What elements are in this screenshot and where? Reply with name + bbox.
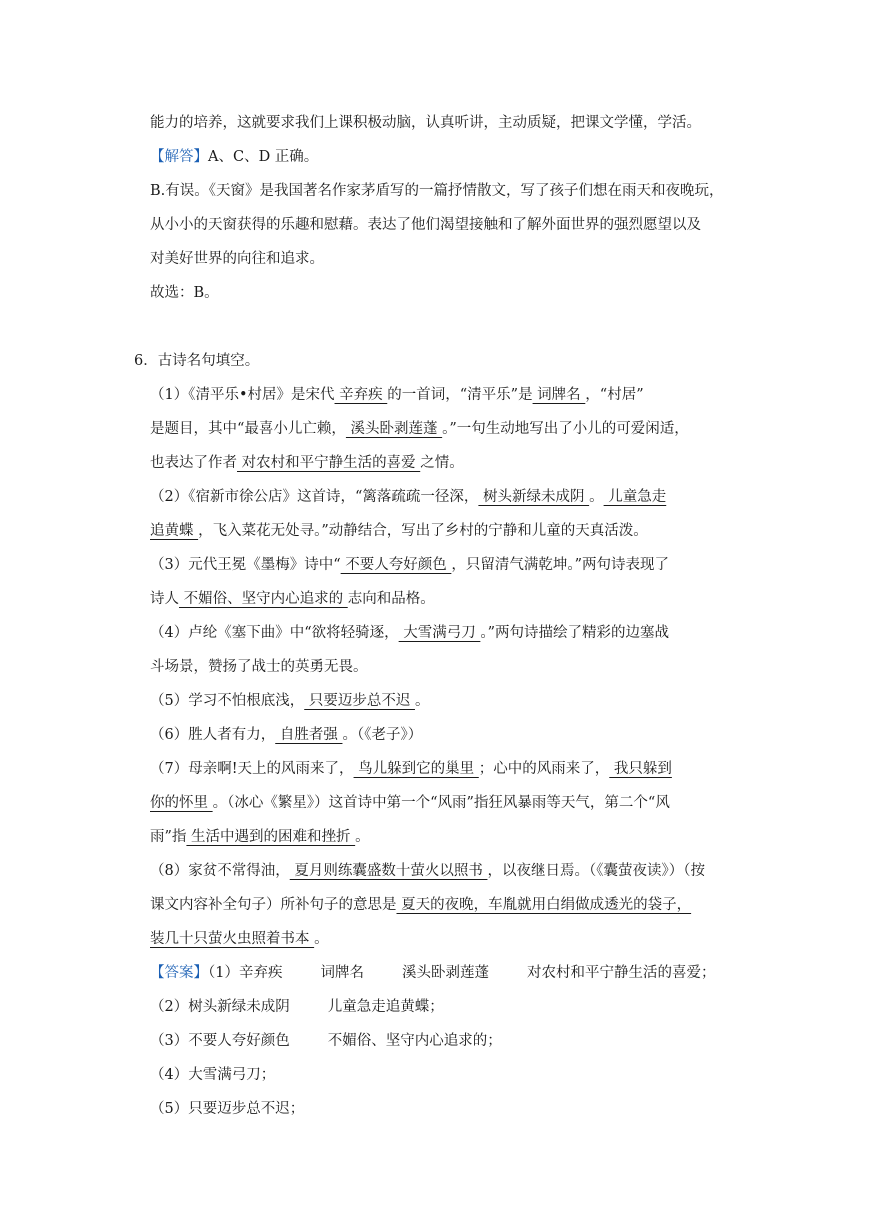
answer-blank: 追黄蝶	[150, 523, 199, 539]
text-line: 【解答】A、C、D 正确。	[150, 149, 319, 165]
text-line: （8）家贫不常得油， 夏月则练囊盛数十萤火以照书 ，以夜继日焉。（《囊萤夜读》）（按	[150, 863, 705, 879]
answer-blank: 鸟儿躲到它的巢里	[353, 761, 479, 777]
answer-tag: 【答案】	[150, 965, 208, 981]
text-line: 故选：B。	[150, 285, 219, 301]
answer-line: （3）不要人夸好颜色 不媚俗、坚守内心追求的；	[150, 1033, 502, 1049]
text-line: 斗场景，赞扬了战士的英勇无畏。	[150, 659, 368, 675]
answer-line: （2）树头新绿未成阴 儿童急走追黄蝶；	[150, 999, 444, 1015]
answer-blank: 自胜者强	[275, 727, 343, 743]
text-line: （4）卢纶《塞下曲》中“欲将轻骑逐， 大雪满弓刀 。”两句诗描绘了精彩的边塞战	[150, 625, 670, 641]
text-line: （7）母亲啊!天上的风雨来了， 鸟儿躲到它的巢里 ；心中的风雨来了， 我只躲到	[150, 761, 672, 777]
answer-blank: 溪头卧剥莲蓬	[345, 421, 443, 437]
text-line: （5）学习不怕根底浅， 只要迈步总不迟 。	[150, 693, 430, 709]
answer-blank: 我只躲到	[609, 761, 672, 777]
answer-blank: 装几十只萤火虫照着书本	[150, 931, 315, 947]
answer-blank: 不媚俗、坚守内心追求的	[179, 591, 348, 607]
text-line: （3）元代王冕《墨梅》诗中“ 不要人夸好颜色 ，只留清气满乾坤。”两句诗表现了	[150, 557, 670, 573]
text-line: 能力的培养，这就要求我们上课积极动脑，认真听讲，主动质疑，把课文学懂，学活。	[150, 115, 701, 131]
answer-blank: 儿童急走	[603, 489, 667, 505]
answer-blank: 你的怀里	[150, 795, 213, 811]
text-line: （2）《宿新市徐公店》这首诗，“篱落疏疏一径深， 树头新绿未成阴 。 儿童急走	[150, 489, 667, 505]
text-line: 也表达了作者 对农村和平宁静生活的喜爱 之情。	[150, 455, 464, 471]
answer-blank: 辛弃疾	[334, 387, 388, 403]
answer-blank: 夏月则练囊盛数十萤火以照书	[289, 863, 488, 879]
text-line: 对美好世界的向往和追求。	[150, 251, 324, 267]
text-line: 从小小的天窗获得的乐趣和慰藉。表达了他们渴望接触和了解外面世界的强烈愿望以及	[150, 217, 701, 233]
answer-blank: 不要人夸好颜色	[340, 557, 452, 573]
answer-line: （4）大雪满弓刀；	[150, 1067, 276, 1083]
text-line: 课文内容补全句子）所补句子的意思是 夏天的夜晚，车胤就用白绢做成透光的袋子，	[150, 897, 692, 913]
answer-blank: 树头新绿未成阴	[478, 489, 590, 505]
question-title: 6．古诗名句填空。	[134, 353, 260, 369]
text-line: 雨”指 生活中遇到的困难和挫折 。	[150, 829, 370, 845]
text-line: 追黄蝶 ，飞入菜花无处寻。”动静结合，写出了乡村的宁静和儿童的天真活泼。	[150, 523, 648, 539]
answer-blank: 大雪满弓刀	[398, 625, 481, 641]
text-line: （6）胜人者有力， 自胜者强 。（《老子》）	[150, 727, 423, 743]
answer-line: （5）只要迈步总不迟；	[150, 1101, 305, 1117]
jieda-tag: 【解答】	[150, 149, 208, 165]
answer-blank: 词牌名	[532, 387, 586, 403]
text-line: 装几十只萤火虫照着书本 。	[150, 931, 329, 947]
answer-blank: 生活中遇到的困难和挫折	[186, 829, 356, 845]
text-line: 诗人 不媚俗、坚守内心追求的 志向和品格。	[150, 591, 435, 607]
text-line: B.有误。《天窗》是我国著名作家茅盾写的一篇抒情散文，写了孩子们想在雨天和夜晚玩，	[150, 183, 724, 199]
text-line: 是题目，其中“最喜小儿亡赖， 溪头卧剥莲蓬 。”一句生动地写出了小儿的可爱闲适，	[150, 421, 689, 437]
answer-line: 【答案】（1）辛弃疾 词牌名 溪头卧剥莲蓬 对农村和平宁静生活的喜爱；	[150, 965, 716, 981]
text-line: （1）《清平乐•村居》是宋代 辛弃疾 的一首词，“清平乐”是 词牌名 ，“村居”	[150, 387, 644, 403]
answer-blank: 对农村和平宁静生活的喜爱	[237, 455, 421, 471]
text-line: 你的怀里 。（冰心《繁星》）这首诗中第一个“风雨”指狂风暴雨等天气，第二个“风	[150, 795, 670, 811]
answer-blank: 只要迈步总不迟	[304, 693, 415, 709]
answer-blank: 夏天的夜晚，车胤就用白绢做成透光的袋子，	[396, 897, 692, 913]
